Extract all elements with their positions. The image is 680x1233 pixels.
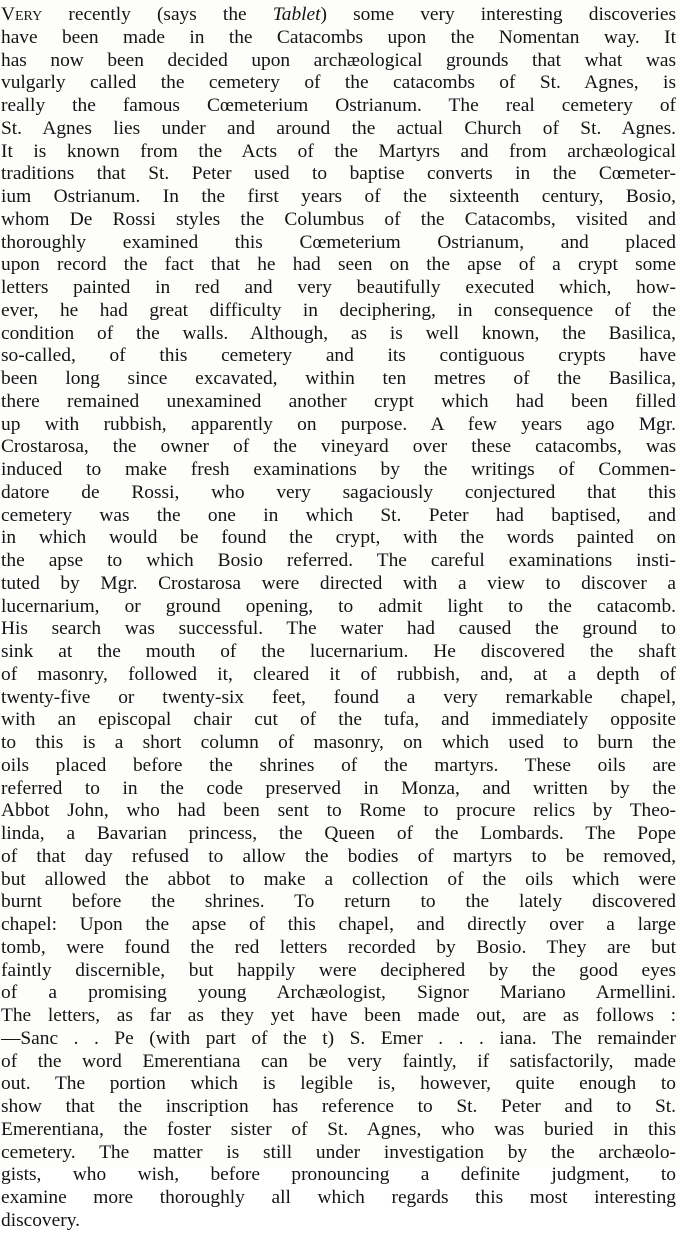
article-line: ever, he had great difficulty in deciphering, in consequence of the [1,299,676,321]
article-lines [1,27,676,1210]
article-line: His search was successful. The water had caused the ground to [1,618,676,640]
article-line: gists, who wish, before pronouncing a definite judgment, to [1,1164,676,1186]
article-line: chapel: Upon the apse of this chapel, and directly over a large [1,914,676,935]
article-line: in which would be found the crypt, with the words painted on [1,527,676,549]
article-line: The letters, as far as they yet have been made out, are as follows : [1,1005,676,1026]
article-line: twenty-five or twenty-six feet, found a very remarkable chapel, [1,686,676,708]
article-line: have been made in the Catacombs upon the Nomentan way. It [1,26,676,48]
article-line: been long since excavated, within ten metres of the Basilica, [1,368,676,389]
article-body [1,4,676,1233]
article-line: letters painted in red and very beautifully executed which, how- [1,277,676,298]
article-line: induced to make fresh examinations by the writings of Commen- [1,459,676,480]
article-line: ium Ostrianum. In the first years of the sixteenth century, Bosio, [1,186,676,207]
article-line: of masonry, followed it, cleared it of rubbish, and, at a depth of [1,663,676,685]
article-line: faintly discernible, but happily were deciphered by the good eyes [1,959,676,981]
article-line: has now been decided upon archæological grounds that what was [1,49,676,71]
article-line: of a promising young Archæologist, Signor Mariano Armellini. [1,982,676,1004]
article-line: out. The portion which is legible is, however, quite enough to [1,1073,676,1095]
article-line: of the word Emerentiana can be very faintly, if satisfactorily, made [1,1050,676,1072]
article-line-last: discovery. [1,1209,80,1231]
article-line: condition of the walls. Although, as is well known, the Basilica, [1,322,676,344]
article-line: referred to in the code preserved in Monza, and written by the [1,777,676,799]
article-line: show that the inscription has reference to St. Peter and to St. [1,1096,676,1117]
article-line: really the famous Cœmeterium Ostrianum. The real cemetery of [1,95,676,116]
article-line: so-called, of this cemetery and its contiguous crypts have [1,345,676,367]
article-line: examine more thoroughly all which regards this most interesting [1,1187,676,1208]
article-line: with an episcopal chair cut of the tufa, and immediately opposite [1,709,676,731]
article-line: to this is a short column of masonry, on which used to burn the [1,732,676,753]
article-line: the apse to which Bosio referred. The careful examinations insti- [1,550,676,571]
article-line: tuted by Mgr. Crostarosa were directed with a view to discover a [1,572,676,594]
article-line: St. Agnes lies under and around the actual Church of St. Agnes. [1,117,676,139]
article-line: It is known from the Acts of the Martyrs and from archæological [1,140,676,162]
article-line: Abbot John, who had been sent to Rome to procure relics by Theo- [1,800,676,822]
cut-off-next-heading [300,1162,480,1170]
article-line: —Sanc . . Pe (with part of the t) S. Emer . . . iana. The remainder [1,1027,676,1049]
article-line: of that day refused to allow the bodies of martyrs to be removed, [1,845,676,867]
article-line: datore de Rossi, who very sagaciously conjectured that this [1,481,676,503]
article-line: sink at the mouth of the lucernarium. He discovered the shaft [1,641,676,662]
article-line: upon record the fact that he had seen on the apse of a crypt some [1,254,676,276]
line-fragment: recently (says the [68,4,247,25]
article-line: tomb, were found the red letters recorded by Bosio. They are but [1,936,676,958]
article-line: vulgarly called the cemetery of the catacombs of St. Agnes, is [1,72,676,94]
article-line: Crostarosa, the owner of the vineyard over these catacombs, was [1,436,676,458]
article-line-first [1,4,676,27]
opening-word: Very [1,4,43,25]
publication-name: Tablet [272,4,321,25]
article-line: thoroughly examined this Cœmeterium Ostrianum, and placed [1,231,676,253]
article-line: cemetery was the one in which St. Peter had baptised, and [1,504,676,526]
article-line: lucernarium, or ground opening, to admit light to the catacomb. [1,595,676,617]
article-line: oils placed before the shrines of the martyrs. These oils are [1,754,676,776]
line-fragment: ) some very interesting discoveries [320,4,676,25]
article-line: whom De Rossi styles the Columbus of the Catacombs, visited and [1,208,676,230]
article-line: up with rubbish, apparently on purpose. A few years ago Mgr. [1,413,676,435]
article-line: Emerentiana, the foster sister of St. Agnes, who was buried in this [1,1118,676,1140]
article-line: but allowed the abbot to make a collection of the oils which were [1,868,676,890]
article-line: cemetery. The matter is still under investigation by the archæolo- [1,1141,676,1163]
article-line: there remained unexamined another crypt which had been filled [1,390,676,412]
article-line: traditions that St. Peter used to baptise converts in the Cœmeter- [1,163,676,185]
article-line: burnt before the shrines. To return to the lately discovered [1,891,676,913]
article-line: linda, a Bavarian princess, the Queen of the Lombards. The Pope [1,823,676,844]
